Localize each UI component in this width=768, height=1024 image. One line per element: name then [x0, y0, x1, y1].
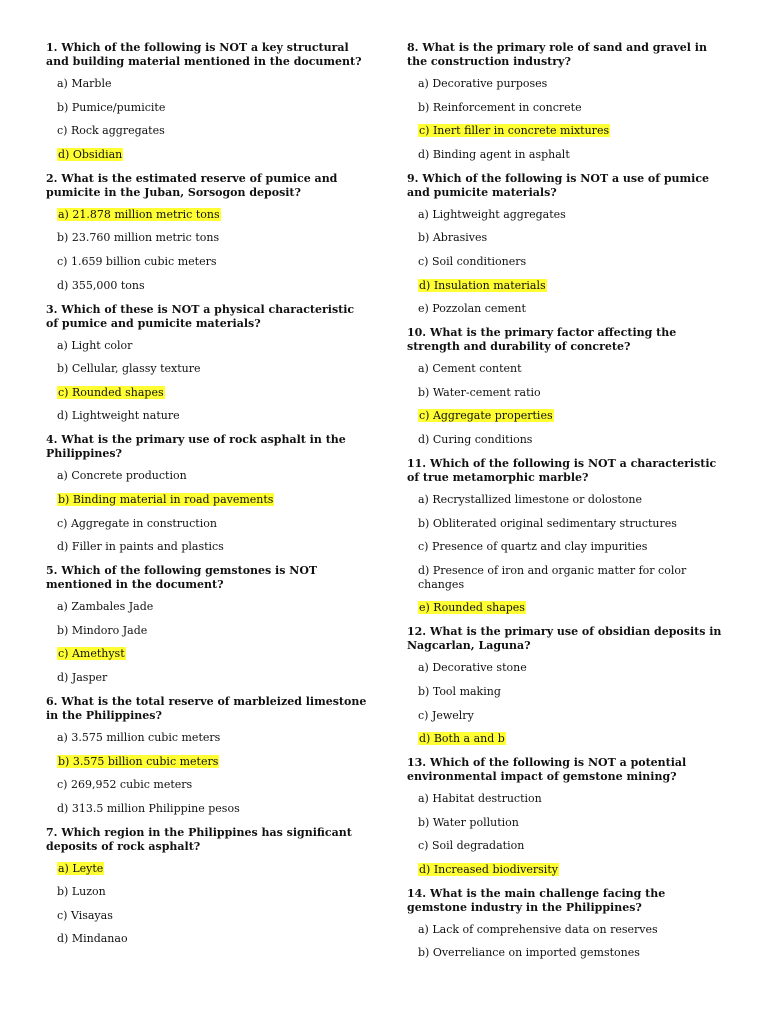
question-block	[46, 826, 368, 947]
option-text: a) Decorative stone	[418, 661, 527, 675]
option-text: d) Increased biodiversity	[419, 862, 558, 876]
answer-option-highlighted	[57, 755, 368, 769]
answer-option	[418, 148, 727, 162]
answer-option	[57, 124, 368, 138]
answer-option	[57, 517, 368, 531]
answer-option	[57, 909, 368, 923]
option-text: c) Presence of quartz and clay impurities	[418, 540, 648, 554]
answer-option	[418, 923, 727, 937]
option-text: e) Pozzolan cement	[418, 302, 526, 316]
answer-option-highlighted	[418, 732, 727, 746]
answer-option-highlighted	[418, 124, 727, 138]
question-text: 8. What is the primary role of sand and gravel in the construction industry?	[407, 41, 707, 68]
question-text: 7. Which region in the Philippines has significant deposits of rock asphalt?	[46, 825, 352, 853]
question-block	[407, 172, 727, 316]
option-text: d) Both a and b	[419, 732, 505, 746]
question-text: 5. Which of the following gemstones is NOT mentioned in the document?	[46, 564, 318, 592]
question-text: 3. Which of these is NOT a physical characteristic of pumice and pumicite materials?	[46, 302, 355, 330]
question-block	[407, 756, 727, 877]
option-text: c) Rock aggregates	[57, 124, 165, 138]
option-text: a) Leyte	[58, 861, 104, 875]
question-block	[46, 433, 368, 554]
question-text: 2. What is the estimated reserve of pumice and pumicite in the Juban, Sorsogon deposit?	[46, 171, 338, 199]
option-text: d) Obsidian	[58, 147, 123, 161]
answer-option	[418, 433, 727, 447]
answer-option	[418, 362, 727, 376]
answer-option-highlighted	[57, 493, 368, 507]
answer-option	[57, 362, 368, 376]
option-text: d) 355,000 tons	[57, 278, 145, 292]
answer-option-highlighted	[57, 208, 368, 222]
answer-option	[57, 600, 368, 614]
option-text: a) Lack of comprehensive data on reserves	[418, 922, 658, 936]
option-text: a) Concrete production	[57, 469, 187, 483]
option-text: c) Amethyst	[58, 647, 125, 661]
option-text: e) Rounded shapes	[419, 601, 525, 615]
question-block	[407, 457, 727, 615]
answer-option-highlighted	[57, 386, 368, 400]
option-text: b) Luzon	[57, 885, 106, 899]
option-text: b) Overreliance on imported gemstones	[418, 946, 640, 960]
option-text: a) Zambales Jade	[57, 600, 154, 614]
answer-option	[418, 709, 727, 723]
option-text: a) Habitat destruction	[418, 792, 542, 806]
answer-option	[418, 208, 727, 222]
answer-option	[418, 77, 727, 91]
option-text: d) Binding agent in asphalt	[418, 147, 570, 161]
question-text: 14. What is the main challenge facing the gemstone industry in the Philippines?	[407, 886, 666, 914]
option-text: d) 313.5 million Philippine pesos	[57, 801, 240, 815]
option-text: c) Visayas	[57, 908, 113, 922]
option-text: b) Reinforcement in concrete	[418, 100, 582, 114]
answer-option-highlighted	[418, 279, 727, 293]
option-text: b) Water-cement ratio	[418, 385, 541, 399]
answer-option	[57, 802, 368, 816]
option-text: d) Filler in paints and plastics	[57, 540, 224, 554]
option-text: a) Marble	[57, 77, 112, 90]
option-text: b) Mindoro Jade	[57, 623, 148, 637]
answer-option	[57, 932, 368, 946]
option-text: c) Soil degradation	[418, 839, 525, 853]
question-text: 9. Which of the following is NOT a use of pumice and pumicite materials?	[407, 171, 710, 199]
question-text: 12. What is the primary use of obsidian deposits in Nagcarlan, Laguna?	[407, 625, 722, 653]
answer-option-highlighted	[57, 647, 368, 661]
answer-option	[57, 77, 368, 91]
option-text: d) Insulation materials	[419, 278, 546, 292]
answer-option	[418, 661, 727, 675]
question-block	[46, 41, 368, 162]
answer-option	[418, 302, 727, 316]
answer-option	[418, 816, 727, 830]
question-block	[407, 326, 727, 447]
question-block	[46, 172, 368, 293]
answer-option-highlighted	[418, 863, 727, 877]
answer-option	[57, 885, 368, 899]
option-text: d) Presence of iron and organic matter for color changes	[418, 563, 687, 591]
option-text: a) 3.575 million cubic meters	[57, 730, 221, 744]
option-text: b) 23.760 million metric tons	[57, 231, 220, 245]
answer-option	[418, 517, 727, 531]
answer-option	[57, 671, 368, 685]
answer-option	[418, 101, 727, 115]
option-text: b) Binding material in road pavements	[58, 492, 274, 506]
answer-option	[418, 839, 727, 853]
option-text: c) 269,952 cubic meters	[57, 778, 193, 792]
answer-option	[57, 255, 368, 269]
option-text: c) Aggregate properties	[419, 409, 553, 423]
option-text: c) Soil conditioners	[418, 254, 527, 268]
question-block	[407, 887, 727, 961]
option-text: b) Water pollution	[418, 815, 519, 829]
answer-option	[418, 946, 727, 960]
option-text: a) Light color	[57, 338, 133, 352]
answer-option	[418, 540, 727, 554]
option-text: a) Cement content	[418, 362, 522, 376]
answer-option-highlighted	[57, 148, 368, 162]
answer-option	[57, 339, 368, 353]
option-text: c) Rounded shapes	[58, 385, 164, 399]
option-text: b) Cellular, glassy texture	[57, 362, 201, 376]
right-column	[407, 41, 727, 970]
option-text: b) Pumice/pumicite	[57, 100, 166, 114]
answer-option	[57, 101, 368, 115]
option-text: c) Inert filler in concrete mixtures	[419, 124, 610, 138]
answer-option-highlighted	[57, 862, 368, 876]
option-text: b) 3.575 billion cubic meters	[58, 754, 219, 768]
option-text: b) Abrasives	[418, 231, 488, 245]
answer-option	[418, 792, 727, 806]
question-block	[46, 564, 368, 685]
question-text: 13. Which of the following is NOT a potential environmental impact of gemstone mining?	[407, 756, 687, 784]
question-block	[407, 41, 727, 162]
answer-option	[57, 469, 368, 483]
answer-option-highlighted	[418, 409, 727, 423]
question-block	[46, 695, 368, 816]
answer-option	[418, 685, 727, 699]
option-text: a) Decorative purposes	[418, 77, 548, 90]
option-text: d) Lightweight nature	[57, 409, 180, 423]
answer-option	[57, 731, 368, 745]
answer-option	[57, 279, 368, 293]
option-text: c) Jewelry	[418, 708, 474, 722]
question-text: 4. What is the primary use of rock asphalt in the Philippines?	[46, 433, 346, 461]
answer-option	[57, 778, 368, 792]
option-text: a) Recrystallized limestone or dolostone	[418, 492, 643, 506]
option-text: d) Curing conditions	[418, 432, 533, 446]
left-column	[46, 41, 368, 956]
option-text: c) Aggregate in construction	[57, 516, 217, 530]
option-text: b) Obliterated original sedimentary structures	[418, 516, 677, 530]
answer-option	[418, 386, 727, 400]
answer-option	[57, 540, 368, 554]
answer-option	[418, 564, 727, 592]
question-block	[407, 625, 727, 746]
answer-option	[418, 231, 727, 245]
option-text: a) Lightweight aggregates	[418, 207, 566, 221]
option-text: d) Jasper	[57, 670, 108, 684]
question-text: 1. Which of the following is NOT a key structural and building material mentioned in the document?	[46, 41, 362, 68]
answer-option	[57, 231, 368, 245]
answer-option	[418, 255, 727, 269]
answer-option	[57, 409, 368, 423]
option-text: a) 21.878 million metric tons	[58, 207, 220, 221]
option-text: d) Mindanao	[57, 932, 128, 946]
answer-option	[57, 624, 368, 638]
answer-option-highlighted	[418, 601, 727, 615]
question-block	[46, 303, 368, 424]
question-text: 6. What is the total reserve of marbleized limestone in the Philippines?	[46, 694, 367, 722]
option-text: c) 1.659 billion cubic meters	[57, 254, 217, 268]
question-text: 11. Which of the following is NOT a characteristic of true metamorphic marble?	[407, 456, 717, 484]
question-text: 10. What is the primary factor affecting the strength and durability of concrete?	[407, 326, 677, 354]
option-text: b) Tool making	[418, 684, 501, 698]
answer-option	[418, 493, 727, 507]
